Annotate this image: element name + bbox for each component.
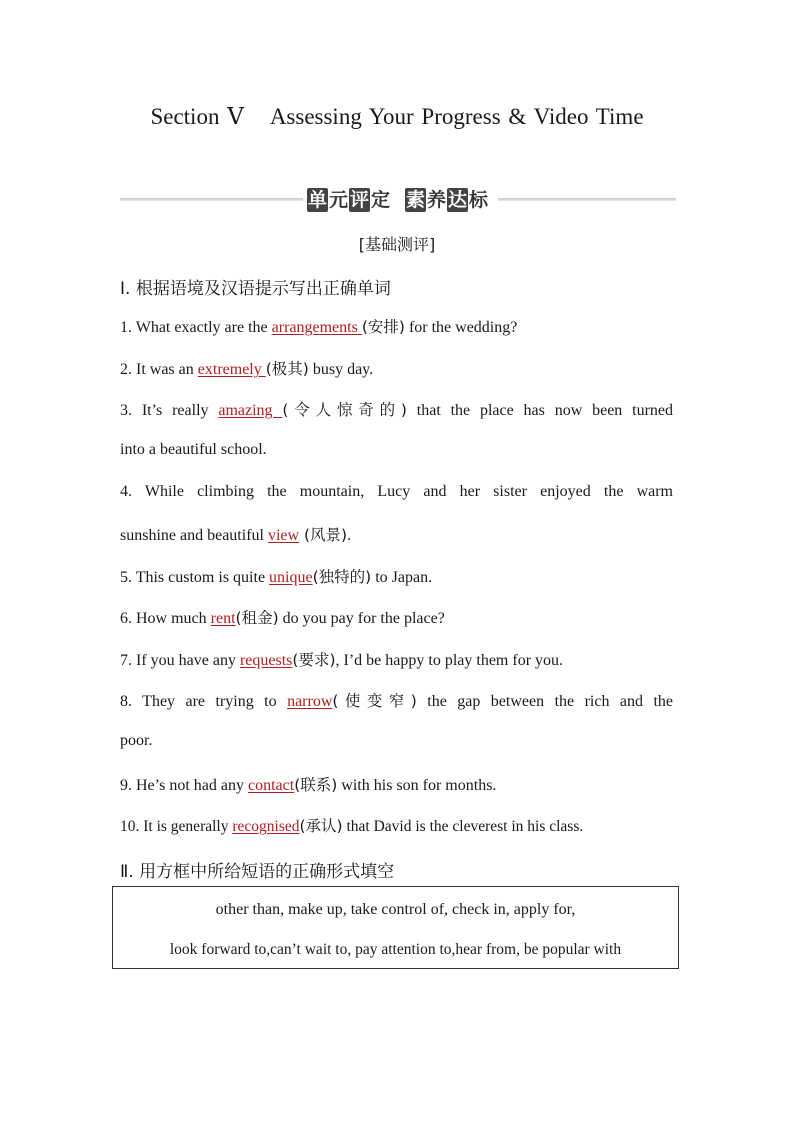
answer: amazing — [218, 402, 283, 419]
exercise-item-8 — [120, 691, 673, 712]
banner-char: 素 — [406, 189, 426, 211]
banner-char: 单 — [307, 189, 327, 211]
section-banner — [120, 184, 676, 216]
exercise-item-10 — [120, 816, 673, 837]
item-text: 1. What exactly are the — [120, 319, 272, 336]
answer: contact — [247, 777, 295, 794]
part1-heading: Ⅰ. 根据语境及汉语提示写出正确单词 — [120, 279, 391, 299]
item-text: to Japan. — [371, 569, 433, 586]
exercise-item-9 — [120, 775, 673, 796]
banner-title — [307, 184, 489, 216]
hint: (安排) — [361, 318, 405, 336]
item-text: the gap between the rich and the — [416, 693, 673, 710]
section-title: Assessing Your Progress & Video Time — [269, 104, 644, 129]
banner-char: 元 — [328, 189, 348, 211]
hint: (独特的) — [312, 568, 372, 586]
item-text: 7. If you have any — [120, 652, 240, 669]
item-text: , I’d be happy to play them for you. — [335, 652, 564, 669]
answer: rent — [210, 610, 236, 627]
item-text: 9. He’s not had any — [120, 777, 248, 794]
exercise-item-4-cont — [120, 525, 673, 546]
answer: view — [267, 527, 300, 544]
hint: (承认) — [299, 817, 343, 835]
banner-line-left — [120, 198, 303, 201]
banner-char: 养 — [427, 189, 447, 211]
answer: unique — [269, 569, 313, 586]
answer: narrow — [287, 693, 333, 710]
hint: (使变窄) — [332, 692, 417, 710]
item-text: . — [347, 527, 352, 544]
exercise-item-7 — [120, 650, 673, 671]
answer: arrangements — [271, 319, 362, 336]
exercise-item-6 — [120, 608, 673, 629]
banner-char: 标 — [469, 189, 489, 211]
item-text: that the place has now been turned — [406, 402, 673, 419]
exercise-item-3-cont: into a beautiful school. — [120, 441, 267, 458]
item-text: that David is the cleverest in his class. — [342, 818, 584, 835]
item-text: 2. It was an — [120, 361, 198, 378]
item-text: 3. It’s really — [120, 402, 219, 419]
phrase-box-line-2: look forward to,can’t wait to, pay attention to,hear from, be popular with — [169, 941, 622, 958]
banner-group-2 — [405, 188, 489, 212]
exercise-item-5 — [120, 567, 673, 588]
banner-char: 定 — [370, 189, 390, 211]
item-text: for the wedding? — [404, 319, 518, 336]
exercise-item-3 — [120, 400, 673, 421]
item-text: with his son for months. — [337, 777, 497, 794]
hint: (极其) — [265, 360, 309, 378]
item-text: sunshine and beautiful — [120, 527, 268, 544]
item-text: busy day. — [308, 361, 374, 378]
exercise-item-4: 4. While climbing the mountain, Lucy and her sister enjoyed the warm — [120, 483, 673, 500]
item-text: 5. This custom is quite — [120, 569, 270, 586]
subheading: [基础测评] — [358, 235, 436, 254]
banner-char: 评 — [349, 189, 369, 211]
hint: (要求) — [292, 651, 336, 669]
part2-heading: Ⅱ. 用方框中所给短语的正确形式填空 — [120, 862, 395, 882]
exercise-item-8-cont: poor. — [120, 732, 153, 749]
page-title — [0, 104, 794, 130]
hint: (风景) — [299, 526, 348, 544]
banner-line-right — [498, 198, 676, 201]
hint: (租金) — [235, 609, 279, 627]
item-text: 10. It is generally — [120, 818, 233, 835]
hint: (令人惊奇的) — [282, 401, 407, 419]
exercise-item-2 — [120, 359, 673, 380]
answer: extremely — [197, 361, 266, 378]
item-text: do you pay for the place? — [278, 610, 445, 627]
section-label: Section Ⅴ — [150, 104, 244, 129]
hint: (联系) — [294, 776, 338, 794]
item-text: 6. How much — [120, 610, 211, 627]
item-text: 8. They are trying to — [120, 693, 288, 710]
phrase-box — [112, 886, 679, 969]
answer: recognised — [232, 818, 300, 835]
exercise-item-1 — [120, 317, 673, 338]
banner-char: 达 — [448, 189, 468, 211]
banner-group-1 — [307, 188, 391, 212]
answer: requests — [239, 652, 293, 669]
phrase-box-line-1: other than, make up, take control of, check in, apply for, — [215, 901, 576, 918]
